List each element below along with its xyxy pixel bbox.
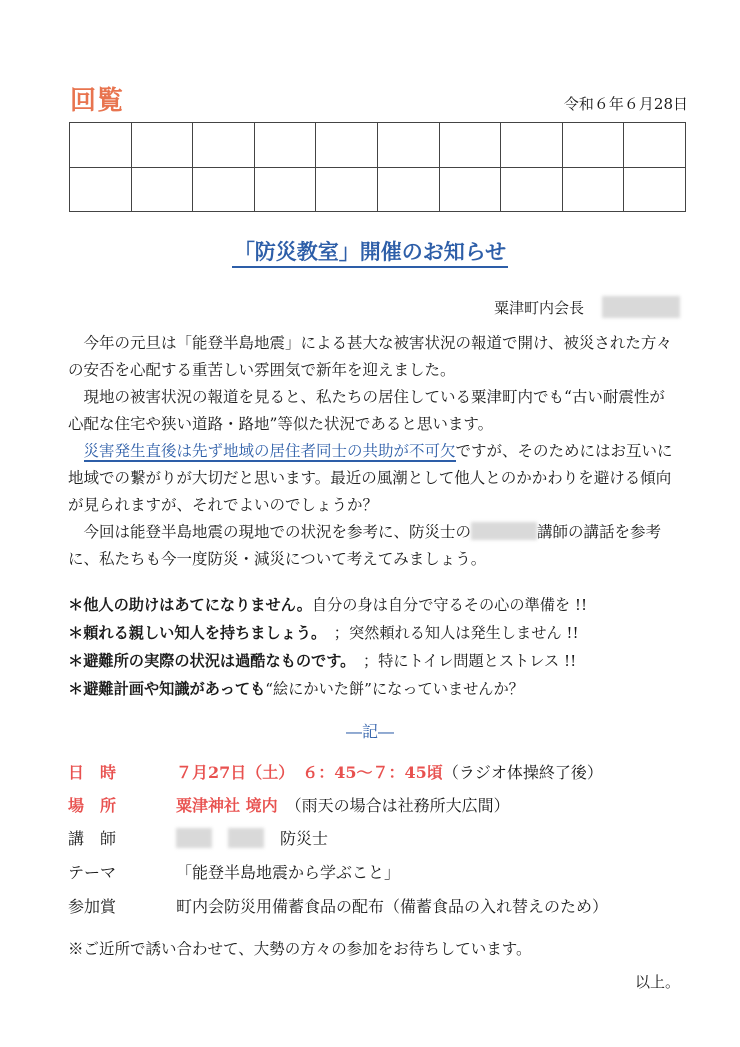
redacted-lecturer-given xyxy=(228,828,264,848)
stamp-cell xyxy=(501,123,563,168)
stamp-cell xyxy=(624,167,686,212)
stamp-cell xyxy=(439,167,501,212)
prize-value: 町内会防災用備蓄食品の配布 xyxy=(176,897,385,916)
stamp-cell xyxy=(70,123,132,168)
paragraph-2: 現地の被害状況の報道を見ると、私たちの居住している粟津町内でも“古い耐震性が心配な住宅や狭い道路・路地”等似た状況であると思います。 xyxy=(68,388,665,433)
grid-row xyxy=(70,123,686,168)
stamp-cell xyxy=(562,123,624,168)
place-note: （雨天の場合は社務所大広間） xyxy=(293,796,510,815)
stamp-cell xyxy=(254,123,316,168)
theme-label: テーマ xyxy=(68,863,117,882)
redacted-lecturer xyxy=(471,522,537,540)
grid-row xyxy=(70,167,686,212)
bullet-item: ＊頼れる親しい知人を持ちましょう。 ；突然頼れる知人は発生しません !! xyxy=(68,624,579,642)
bullet-item: ＊避難計画や知識があっても“絵にかいた餅”になっていませんか？ xyxy=(68,680,524,698)
stamp-cell xyxy=(193,167,255,212)
bullet-list xyxy=(68,591,688,703)
stamp-cell xyxy=(70,167,132,212)
redacted-lecturer-surname xyxy=(176,828,212,848)
stamp-cell xyxy=(501,167,563,212)
place-value: 粟津神社 境内 xyxy=(176,796,278,815)
date-value: ７月27日（土） ６：45～７：45頃 xyxy=(176,763,443,782)
stamp-cell xyxy=(377,167,439,212)
prize-label: 参加賞 xyxy=(68,897,117,916)
paragraph-1: 今年の元旦は「能登半島地震」による甚大な被害状況の報道で開け、被災された方々の安否を心配する重苦しい雰囲気で新年を迎えました。 xyxy=(68,334,672,379)
redacted-name xyxy=(602,296,680,318)
stamp-cell xyxy=(316,167,378,212)
stamp-cell xyxy=(131,167,193,212)
bullet-item: ＊他人の助けはあてになりません。自分の身は自分で守るその心の準備を !! xyxy=(68,596,588,614)
bullet-item: ＊避難所の実際の状況は過酷なものです。 ；特にトイレ問題とストレス !! xyxy=(68,652,577,670)
paragraph-3: 災害発生直後は先ず地域の居住者同士の共助が不可欠ですが、そのためにはお互いに地域での繋がりが大切だと思います。最近の風潮として他人とのかかわりを避ける傾向が見られますが、それでよいのでしょうか？ xyxy=(68,442,673,514)
circulation-label: 回覧 xyxy=(70,86,125,116)
paragraph-4: 今回は能登半島地震の現地での状況を参考に、防災士の 講師の講話を参考に、私たちも今一度防災・減災について考えてみましょう。 xyxy=(68,523,662,568)
end-mark: 以上。 xyxy=(634,973,680,991)
stamp-cell xyxy=(377,123,439,168)
stamp-cell xyxy=(131,123,193,168)
theme-value: 「能登半島地震から学ぶこと」 xyxy=(176,863,401,882)
circulation-stamp-grid xyxy=(69,122,686,212)
prize-note: （備蓄食品の入れ替えのため） xyxy=(384,897,609,916)
closing-note: ※ご近所で誘い合わせて、大勢の方々の参加をお待ちしています。 xyxy=(68,940,532,958)
sender-line xyxy=(494,296,680,318)
place-label: 場 所 xyxy=(68,796,117,815)
stamp-cell xyxy=(193,123,255,168)
date-label: 日 時 xyxy=(68,763,117,782)
stamp-cell xyxy=(316,123,378,168)
stamp-cell xyxy=(624,123,686,168)
sender-name: 粟津町内会長 xyxy=(493,298,584,317)
notice-title: 「防災教室」開催のお知らせ xyxy=(0,236,740,266)
stamp-cell xyxy=(439,123,501,168)
date-note: （ラジオ体操終了後） xyxy=(442,763,603,782)
ki-heading: ―記― xyxy=(345,722,394,741)
issue-date: 令和６年６月28日 xyxy=(563,95,688,113)
lecturer-label: 講 師 xyxy=(68,829,117,848)
highlight-mutual-aid: 災害発生直後は先ず地域の居住者同士の共助が不可欠 xyxy=(83,442,456,460)
notice-body xyxy=(68,330,678,573)
lecturer-suffix: 防災士 xyxy=(280,829,329,848)
stamp-cell xyxy=(562,167,624,212)
stamp-cell xyxy=(254,167,316,212)
